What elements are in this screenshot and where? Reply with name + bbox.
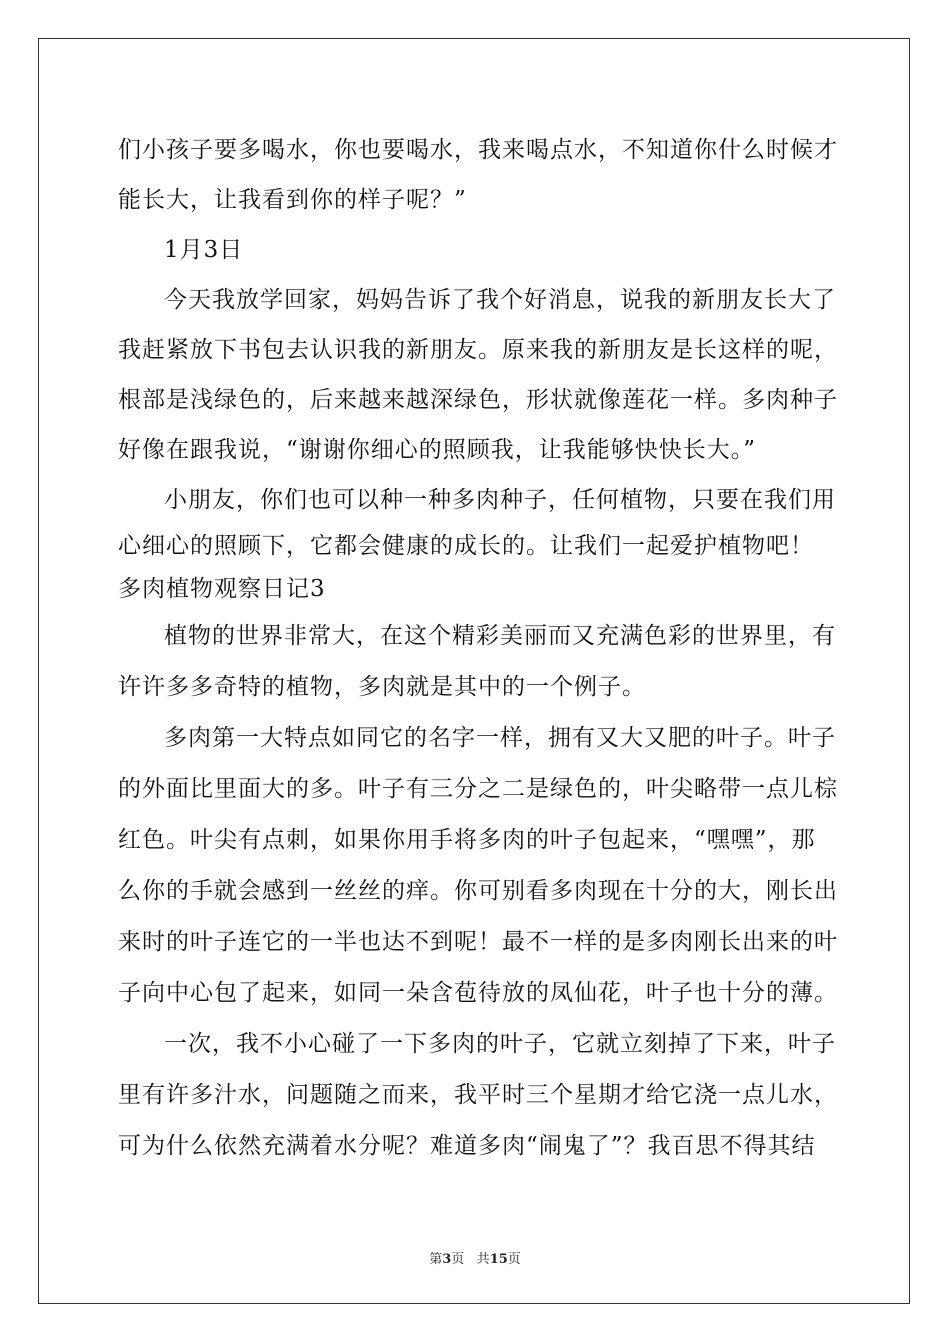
text-line: 根部是浅绿色的，后来越来越深绿色，形状就像莲花一样。多肉种子	[118, 387, 838, 413]
section-title: 多肉植物观察日记3	[118, 576, 326, 602]
page-footer	[0, 1248, 950, 1267]
text-line: 么你的手就会感到一丝丝的痒。你可别看多肉现在十分的大，刚长出	[118, 878, 838, 904]
total-page-count: 15	[489, 1252, 508, 1267]
text-line: 来时的叶子连它的一半也达不到呢！最不一样的是多肉刚长出来的叶	[118, 929, 838, 955]
footer-total-prefix: 共	[476, 1252, 490, 1267]
text-line: 心细心的照顾下，它都会健康的成长的。让我们一起爱护植物吧！	[118, 533, 814, 559]
text-line: 多肉第一大特点如同它的名字一样，拥有又大又肥的叶子。叶子	[164, 725, 836, 751]
text-line: 好像在跟我说，“谢谢你细心的照顾我，让我能够快快长大。”	[118, 437, 757, 463]
text-line: 红色。叶尖有点刺，如果你用手将多肉的叶子包起来，“嘿嘿”，那	[118, 827, 816, 853]
text-line: 植物的世界非常大，在这个精彩美丽而又充满色彩的世界里，有	[164, 623, 836, 649]
text-line: 一次，我不小心碰了一下多肉的叶子，它就立刻掉了下来，叶子	[164, 1031, 836, 1057]
footer-page-suffix: 页	[451, 1252, 465, 1267]
text-line: 许许多多奇特的植物，多肉就是其中的一个例子。	[118, 674, 646, 700]
text-line: 们小孩子要多喝水，你也要喝水，我来喝点水，不知道你什么时候才	[118, 137, 838, 163]
footer-prefix: 第	[429, 1252, 443, 1267]
current-page-number: 3	[442, 1252, 452, 1267]
text-line: 今天我放学回家，妈妈告诉了我个好消息，说我的新朋友长大了	[164, 287, 836, 313]
text-line: 的外面比里面大的多。叶子有三分之二是绿色的，叶尖略带一点儿棕	[118, 776, 838, 802]
text-line: 我赶紧放下书包去认识我的新朋友。原来我的新朋友是长这样的呢，	[118, 337, 838, 363]
text-line: 子向中心包了起来，如同一朵含苞待放的凤仙花，叶子也十分的薄。	[118, 980, 838, 1006]
text-line: 小朋友，你们也可以种一种多肉种子，任何植物，只要在我们用	[164, 487, 836, 513]
date-heading: 1月3日	[164, 237, 244, 263]
text-line: 里有许多汁水，问题随之而来，我平时三个星期才给它浇一点儿水，	[118, 1082, 838, 1108]
text-line: 可为什么依然充满着水分呢？难道多肉“闹鬼了”？我百思不得其结	[118, 1133, 816, 1159]
footer-total-suffix: 页	[507, 1252, 521, 1267]
text-line: 能长大，让我看到你的样子呢？”	[118, 187, 467, 213]
document-body	[118, 125, 838, 1172]
